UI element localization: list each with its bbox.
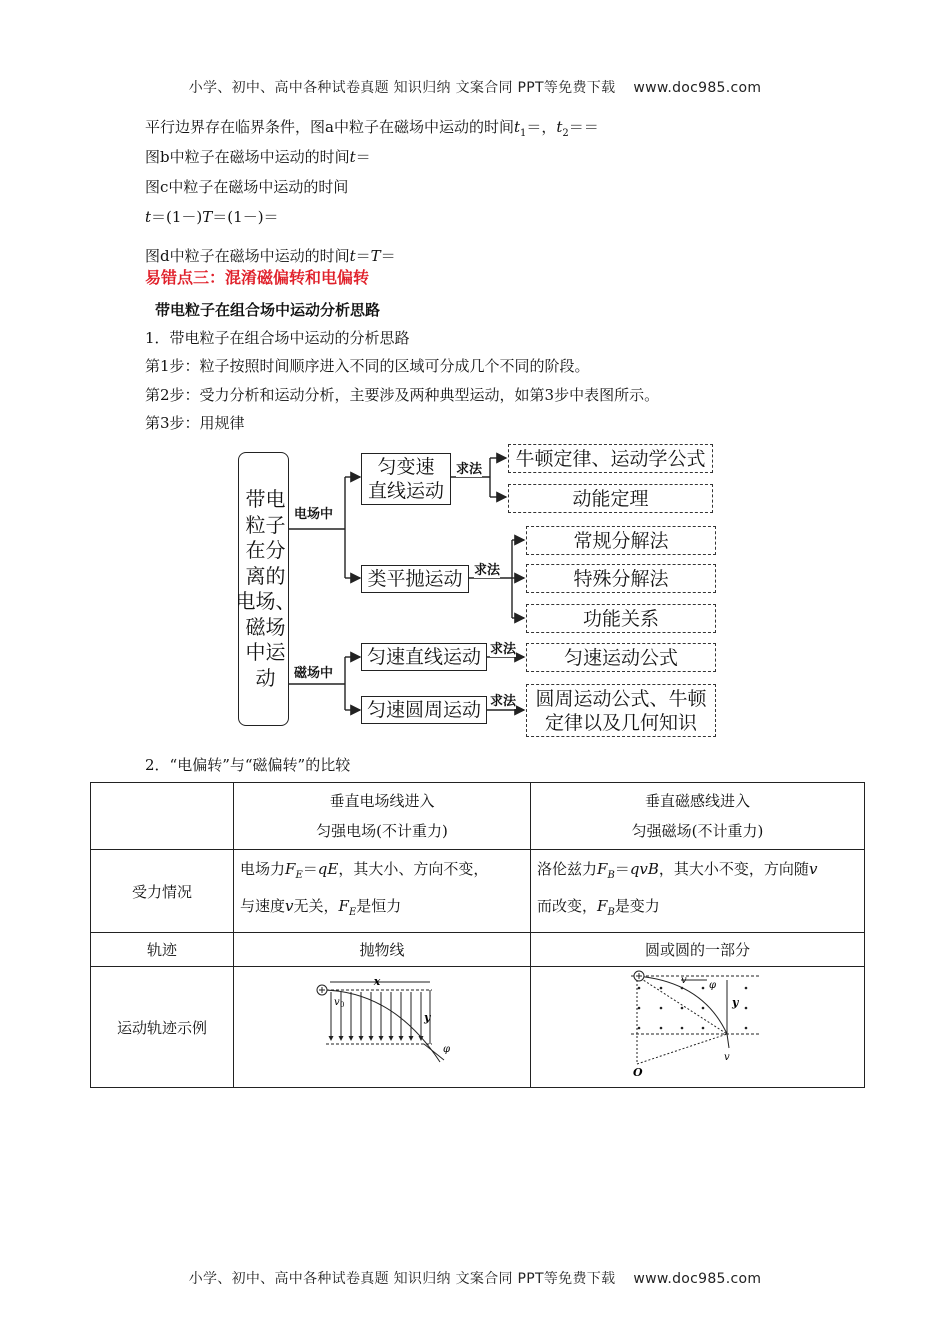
var: F <box>338 897 349 915</box>
text: 与速度 <box>240 897 286 915</box>
section-heading: 易错点三：混淆磁偏转和电偏转 <box>145 268 370 287</box>
sub-heading: 带电粒子在组合场中运动分析思路 <box>155 301 381 319</box>
text: 图b中粒子在磁场中运动的时间 <box>145 148 350 166</box>
line-5 <box>145 246 396 266</box>
result-decompose <box>526 526 716 555</box>
para-3: 第2步：受力分析和运动分析，主要涉及两种典型运动，如第3步中表图所示。 <box>145 386 660 404</box>
text: 洛伦兹力 <box>537 860 598 878</box>
label-y: y <box>732 995 739 1009</box>
label-v-top: v <box>681 974 687 986</box>
text: 图c中粒子在磁场中运动的时间 <box>145 178 349 196</box>
label-v-bottom: v <box>724 1051 730 1063</box>
result-text: 牛顿定律、运动学公式 <box>515 447 706 470</box>
result-text: 特殊分解法 <box>573 567 669 590</box>
row-label-track: 轨迹 <box>91 933 234 967</box>
row-label-example: 运动轨迹示例 <box>91 967 234 1088</box>
header-text: 小学、初中、高中各种试卷真题 知识归纳 文案合同 PPT等免费下载 <box>188 80 616 96</box>
magnetic-track: 圆或圆的一部分 <box>531 933 865 967</box>
result-work-energy <box>526 604 716 633</box>
var-t: t <box>349 148 356 166</box>
method-label-2: 求法 <box>474 559 500 578</box>
result-text: 定律以及几何知识 <box>544 711 697 734</box>
label-phi: φ <box>709 979 717 991</box>
text: 平行边界存在临界条件，图a中粒子在磁场中运动的时间 <box>145 118 514 136</box>
magnetic-field-label: 磁场中 <box>294 662 333 681</box>
text: ＝ <box>355 148 371 166</box>
electric-example-cell <box>234 967 531 1088</box>
text: 而改变， <box>537 897 598 915</box>
header-site: www.doc985.com <box>633 80 762 96</box>
text: 图d中粒子在磁场中运动的时间 <box>145 247 350 265</box>
root-line: 离的 <box>245 563 286 588</box>
text: ＝ <box>614 860 630 878</box>
uniform-linear-box <box>361 643 487 671</box>
var: F <box>597 860 608 878</box>
box-text: 匀速直线运动 <box>366 646 481 668</box>
var: qE <box>317 860 339 878</box>
sub: B <box>607 870 615 881</box>
header-line: 匀强磁场(不计重力) <box>631 822 764 840</box>
var: F <box>597 897 608 915</box>
para-1: 1．带电粒子在组合场中运动的分析思路 <box>145 329 410 347</box>
header-electric <box>234 783 531 850</box>
text: ＝(1－) <box>151 208 203 226</box>
var-t: t <box>556 118 563 136</box>
sub: 2 <box>562 128 569 139</box>
root-line: 动 <box>255 665 276 690</box>
para-2: 第1步：粒子按照时间顺序进入不同的区域可分成几个不同的阶段。 <box>145 357 590 375</box>
para-4: 第3步：用规律 <box>145 414 245 432</box>
text: 电场力 <box>240 860 286 878</box>
var: v <box>808 860 818 878</box>
var-t: t <box>349 247 356 265</box>
root-line: 带电 <box>245 487 286 511</box>
header-magnetic <box>531 783 865 850</box>
result-text: 匀速运动公式 <box>563 646 678 669</box>
footer-text: 小学、初中、高中各种试卷真题 知识归纳 文案合同 PPT等免费下载 <box>188 1271 616 1287</box>
var: v <box>285 897 294 915</box>
root-line: 中运 <box>245 640 286 664</box>
page-header <box>0 77 950 97</box>
result-special <box>526 564 716 593</box>
electric-field-label: 电场中 <box>294 503 333 522</box>
line-1 <box>145 117 599 144</box>
method-label-3: 求法 <box>490 638 516 657</box>
magnetic-deflection-figure <box>531 968 864 1087</box>
uniform-accel-box <box>361 453 451 505</box>
label-v0-sub: 0 <box>340 1000 345 1009</box>
electric-force-cell <box>234 850 531 933</box>
root-line: 粒子 <box>245 512 286 537</box>
page-footer <box>0 1268 950 1288</box>
box-text: 匀速圆周运动 <box>366 699 481 721</box>
text: 无关， <box>293 897 339 915</box>
header-line: 匀强电场(不计重力) <box>316 822 448 840</box>
result-text: 常规分解法 <box>573 529 669 552</box>
text: ，其大小不变，方向随 <box>658 860 809 878</box>
line-3 <box>145 177 348 197</box>
label-O: O <box>633 1065 643 1079</box>
result-circular <box>526 684 716 737</box>
root-line: 电场、 <box>235 589 296 613</box>
label-phi: φ <box>443 1043 451 1055</box>
row-label-force: 受力情况 <box>91 850 234 933</box>
result-text: 动能定理 <box>572 487 649 510</box>
sub: E <box>295 870 303 881</box>
result-newton <box>508 444 713 473</box>
electric-deflection-figure <box>234 968 530 1087</box>
text: 是恒力 <box>356 897 402 915</box>
magnetic-force-cell <box>531 850 865 933</box>
sub: E <box>348 907 357 918</box>
text: ＝ <box>355 247 371 265</box>
box-text: 类平抛运动 <box>367 568 463 590</box>
text: 是变力 <box>614 897 660 915</box>
label-y: y <box>424 1010 431 1024</box>
label-x: x <box>373 974 381 988</box>
electric-track: 抛物线 <box>234 933 531 967</box>
var: F <box>285 860 296 878</box>
result-text: 圆周运动公式、牛顿 <box>535 687 707 710</box>
method-label-4: 求法 <box>490 690 516 709</box>
header-line: 垂直电场线进入 <box>329 792 435 810</box>
line-4 <box>145 207 279 227</box>
sub: 1 <box>519 128 527 139</box>
box-line: 匀变速 <box>377 456 435 478</box>
text: ＝(1－)＝ <box>212 208 279 226</box>
var-t: t <box>145 208 152 226</box>
footer-site: www.doc985.com <box>633 1271 762 1287</box>
uniform-circular-box <box>361 696 487 724</box>
var: qvB <box>629 860 659 878</box>
result-text: 功能关系 <box>582 607 659 630</box>
var-T: T <box>202 208 213 226</box>
projectile-box <box>361 565 469 593</box>
label-v0: v <box>334 996 340 1008</box>
magnetic-example-cell <box>531 967 865 1088</box>
comparison-table <box>90 782 865 1088</box>
root-line: 磁场 <box>245 614 286 639</box>
var-T: T <box>370 247 381 265</box>
text: ＝＝ <box>568 118 599 136</box>
text: ，其大小、方向不变， <box>338 860 489 878</box>
method-label-1: 求法 <box>456 458 482 477</box>
sub: B <box>607 907 615 918</box>
para-5: 2．“电偏转”与“磁偏转”的比较 <box>145 756 351 774</box>
result-uniform-formula <box>526 643 716 672</box>
root-line: 在分 <box>245 538 286 562</box>
text: ＝， <box>526 118 557 136</box>
text: ＝ <box>380 247 396 265</box>
header-empty-cell <box>91 783 234 850</box>
root-box <box>235 452 296 726</box>
box-line: 直线运动 <box>367 480 444 502</box>
line-2 <box>145 147 371 167</box>
text: ＝ <box>302 860 318 878</box>
var-t: t <box>513 118 520 136</box>
result-kinetic <box>508 484 713 513</box>
header-line: 垂直磁感线进入 <box>644 792 750 810</box>
